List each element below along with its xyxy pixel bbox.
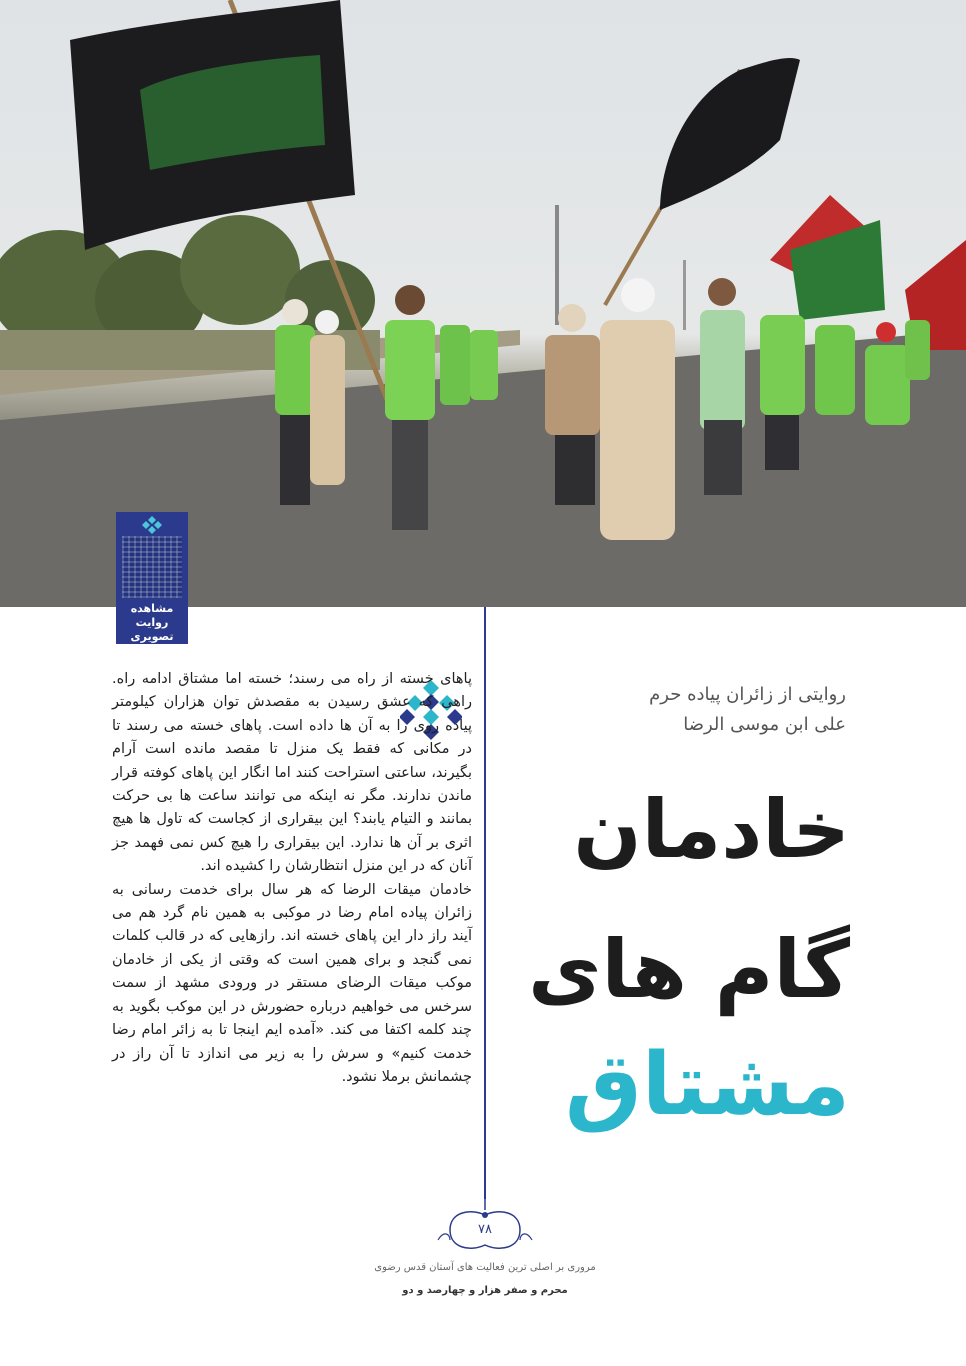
- subtitle-line-1: روایتی از زائران پیاده حرم: [649, 684, 846, 705]
- astan-logo-icon: [142, 516, 162, 534]
- qr-code-icon: [122, 536, 182, 598]
- qr-caption: [116, 602, 188, 658]
- article-body: [112, 668, 472, 1089]
- subtitle: [526, 680, 846, 740]
- page-number: ۷۸: [478, 1222, 492, 1237]
- title-line-3: مشتاق: [564, 1035, 850, 1135]
- footer-issue-date: محرم و صفر هزار و چهارصد و دو: [402, 1285, 568, 1296]
- qr-caption-line-3: این مطلب: [124, 644, 180, 657]
- qr-code-box[interactable]: [116, 512, 188, 657]
- article-paragraph-2: خادمان میقات الرضا که هر سال برای خدمت رسانی به زائران پیاده امام رضا در موکبی به همین نام گرد هم می آیند راز دار این پاهای خسته اند. رازهایی که در قالب کلمات نمی گنجد و برای همین است که وقتی از یکی از خادمان موکب میقات الرضای مستقر در ورودی مشهد از سمت سرخس می خواهیم درباره حضورش در این موکب بگوید به چند کلمه اکتفا می کند. «آمده ایم اینجا تا به زائر امام رضا خدمت کنیم» و سرش را به زیر می اندازد تا آن راز در چشمانش برملا نشود.: [112, 881, 472, 1085]
- subtitle-line-2: علی ابن موسی الرضا: [683, 714, 846, 735]
- title-line-1: خادمان: [573, 783, 850, 876]
- qr-caption-line-1: مشاهده: [130, 602, 174, 615]
- qr-caption-line-2: روایت تصویری: [130, 616, 174, 643]
- footer-publication-title: مروری بر اصلی ترین فعالیت های آستان قدس رضوی: [374, 1262, 596, 1273]
- article-paragraph-1: پاهای خسته از راه می رسند؛ خسته اما مشتاق ادامه راه. راهی که عشق رسیدن به مقصدش توان هزاران کیلومتر پیاده روی را به آن ها داده است. پاهای خسته می رسند تا در مکانی که فقط یک منزل تا مقصد مانده است آرام بگیرند، ساعتی استراحت کنند اما انگار این پاهای کوفته قرار ماندن ندارند. مگر نه اینکه می توانند ساعت ها بی حرکت بمانند و التیام یابند؟ این بیقراری از کجاست که تاول ها هیچ اثری بر آن ها ندارد. این بیقراری را هیچ کس نمی فهمد جز آنان که در این منزل انتظارشان را کشیده اند.: [112, 671, 472, 875]
- title-line-2: گام های: [528, 923, 850, 1016]
